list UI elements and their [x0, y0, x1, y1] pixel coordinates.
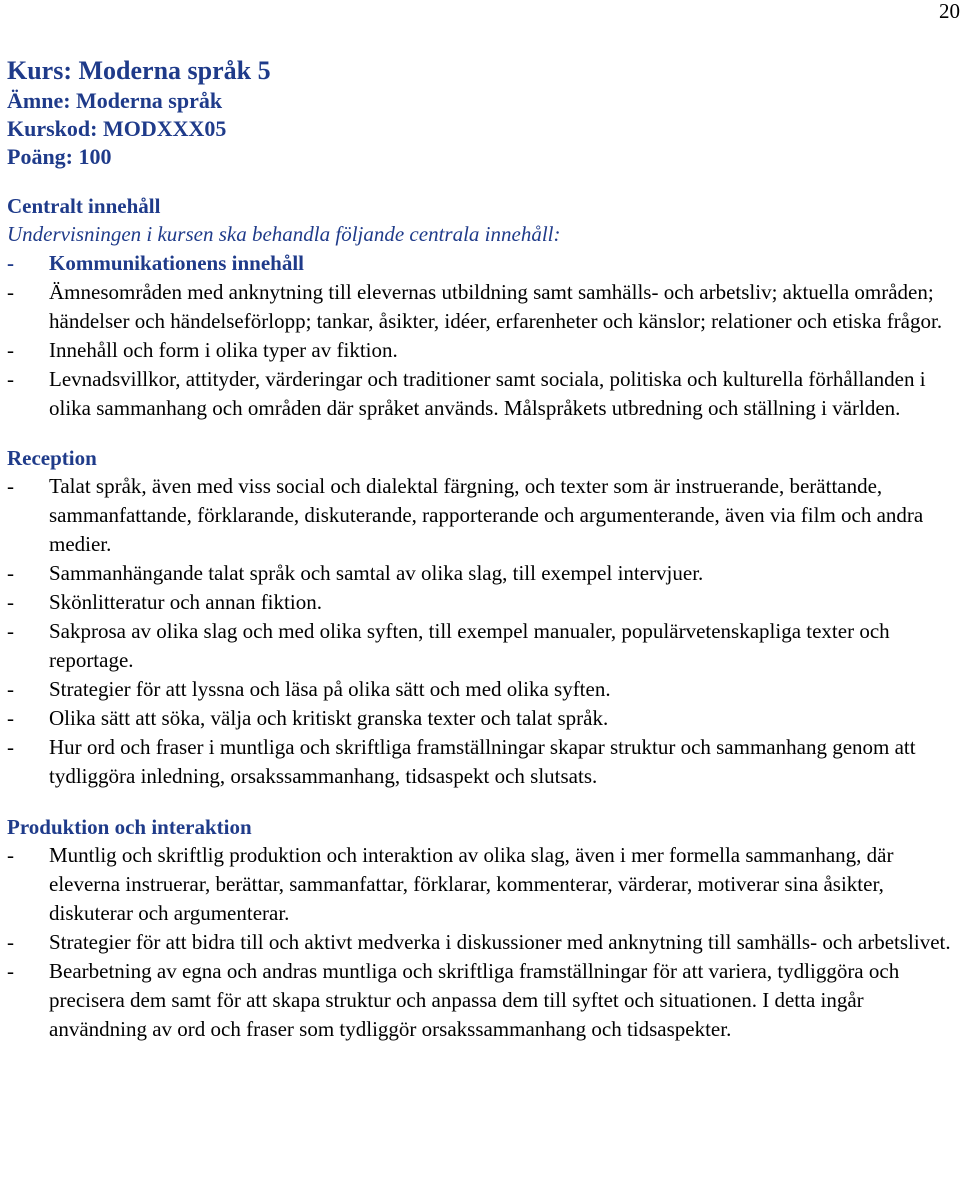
spacer: [7, 423, 957, 444]
course-points: Poäng: 100: [7, 144, 112, 169]
list-item-text: Talat språk, även med viss social och dialektal färgning, och texter som är instruerande, berättande, sammanfattande, förklarande, diskuterande, rapporterande och argumenterande, även via film och andra medier.: [49, 474, 924, 556]
list-item: - Innehåll och form i olika typer av fiktion.: [7, 338, 398, 362]
page-number: 20: [939, 0, 960, 23]
list-item: - Ämnesområden med anknytning till elevernas utbildning samt samhälls- och arbetsliv; aktuella områden; händelser och händelseförlopp; tankar, åsikter, idéer, erfarenheter och känslor; relationer och etiska frågor.: [7, 280, 943, 333]
list-item: - Strategier för att lyssna och läsa på olika sätt och med olika syften.: [7, 677, 611, 701]
reception-list: [7, 472, 957, 791]
central-content-heading: Centralt innehåll: [7, 194, 161, 218]
list-item-text: Skönlitteratur och annan fiktion.: [49, 590, 322, 614]
list-item-text: Sakprosa av olika slag och med olika syften, till exempel manualer, populärvetenskapliga texter och reportage.: [49, 619, 890, 672]
production-list: [7, 841, 957, 1044]
list-item: - Strategier för att bidra till och aktivt medverka i diskussioner med anknytning till samhälls- och arbetslivet.: [7, 930, 951, 954]
list-item: - Muntlig och skriftlig produktion och interaktion av olika slag, även i mer formella sammanhang, där eleverna instruerar, berättar, sammanfattar, förklarar, kommenterar, värderar, motiverar sina åsikter, diskuterar och argumenterar.: [7, 843, 894, 925]
spacer: [7, 791, 957, 813]
list-item-text: Innehåll och form i olika typer av fiktion.: [49, 338, 398, 362]
document-page: [7, 55, 957, 1044]
list-item: - Olika sätt att söka, välja och kritiskt granska texter och talat språk.: [7, 706, 609, 730]
production-heading: Produktion och interaktion: [7, 815, 252, 839]
course-subject: Ämne: Moderna språk: [7, 88, 223, 113]
list-item-text: Bearbetning av egna och andras muntliga och skriftliga framställningar för att variera, tydliggöra och precisera dem samt för att skapa struktur och anpassa dem till syftet och situationen. I detta ingår användning av ord och fraser som tydliggör orsakssammanhang och tidsaspekter.: [49, 959, 900, 1041]
central-content-list: [7, 249, 957, 423]
list-item-text: Sammanhängande talat språk och samtal av olika slag, till exempel intervjuer.: [49, 561, 704, 585]
list-item: - Hur ord och fraser i muntliga och skriftliga framställningar skapar struktur och sammanhang genom att tydliggöra inledning, orsakssammanhang, tidsaspekt och slutsats.: [7, 735, 916, 788]
list-item-text: Strategier för att lyssna och läsa på olika sätt och med olika syften.: [49, 677, 611, 701]
communication-heading: Kommunikationens innehåll: [49, 251, 304, 275]
list-item-text: Hur ord och fraser i muntliga och skriftliga framställningar skapar struktur och sammanhang genom att tydliggöra inledning, orsakssammanhang, tidsaspekt och slutsats.: [49, 735, 916, 788]
list-item: - Bearbetning av egna och andras muntliga och skriftliga framställningar för att variera, tydliggöra och precisera dem samt för att skapa struktur och anpassa dem till syftet och situationen. I detta ingår användning av ord och fraser som tydliggör orsakssammanhang och tidsaspekter.: [7, 959, 900, 1041]
list-item: - Sammanhängande talat språk och samtal av olika slag, till exempel intervjuer.: [7, 561, 704, 585]
list-item: - Levnadsvillkor, attityder, värderingar och traditioner samt sociala, politiska och kulturella förhållanden i olika sammanhang och områden där språket används. Målspråkets utbredning och ställning i världen.: [7, 367, 926, 420]
list-item-text: Ämnesområden med anknytning till elevernas utbildning samt samhälls- och arbetsliv; aktuella områden; händelser och händelseförlopp; tankar, åsikter, idéer, erfarenheter och känslor; relationer och etiska frågor.: [49, 280, 943, 333]
list-item-text: Muntlig och skriftlig produktion och interaktion av olika slag, även i mer formella sammanhang, där eleverna instruerar, berättar, sammanfattar, förklarar, kommenterar, värderar, motiverar sina åsikter, diskuterar och argumenterar.: [49, 843, 894, 925]
list-item-text: Strategier för att bidra till och aktivt medverka i diskussioner med anknytning till samhälls- och arbetslivet.: [49, 930, 951, 954]
list-item: - Sakprosa av olika slag och med olika syften, till exempel manualer, populärvetenskapliga texter och reportage.: [7, 619, 890, 672]
list-item-text: Olika sätt att söka, välja och kritiskt granska texter och talat språk.: [49, 706, 609, 730]
course-title: Kurs: Moderna språk 5: [7, 56, 271, 85]
reception-heading: Reception: [7, 446, 97, 470]
spacer: [7, 171, 957, 192]
list-item: - Skönlitteratur och annan fiktion.: [7, 590, 322, 614]
list-item: - Kommunikationens innehåll: [7, 251, 304, 275]
central-content-intro: Undervisningen i kursen ska behandla följande centrala innehåll:: [7, 222, 561, 246]
course-code: Kurskod: MODXXX05: [7, 116, 227, 141]
list-item: - Talat språk, även med viss social och dialektal färgning, och texter som är instruerande, berättande, sammanfattande, förklarande, diskuterande, rapporterande och argumenterande, även via film och andra medier.: [7, 474, 924, 556]
list-item-text: Levnadsvillkor, attityder, värderingar och traditioner samt sociala, politiska och kulturella förhållanden i olika sammanhang och områden där språket används. Målspråkets utbredning och ställning i världen.: [49, 367, 926, 420]
